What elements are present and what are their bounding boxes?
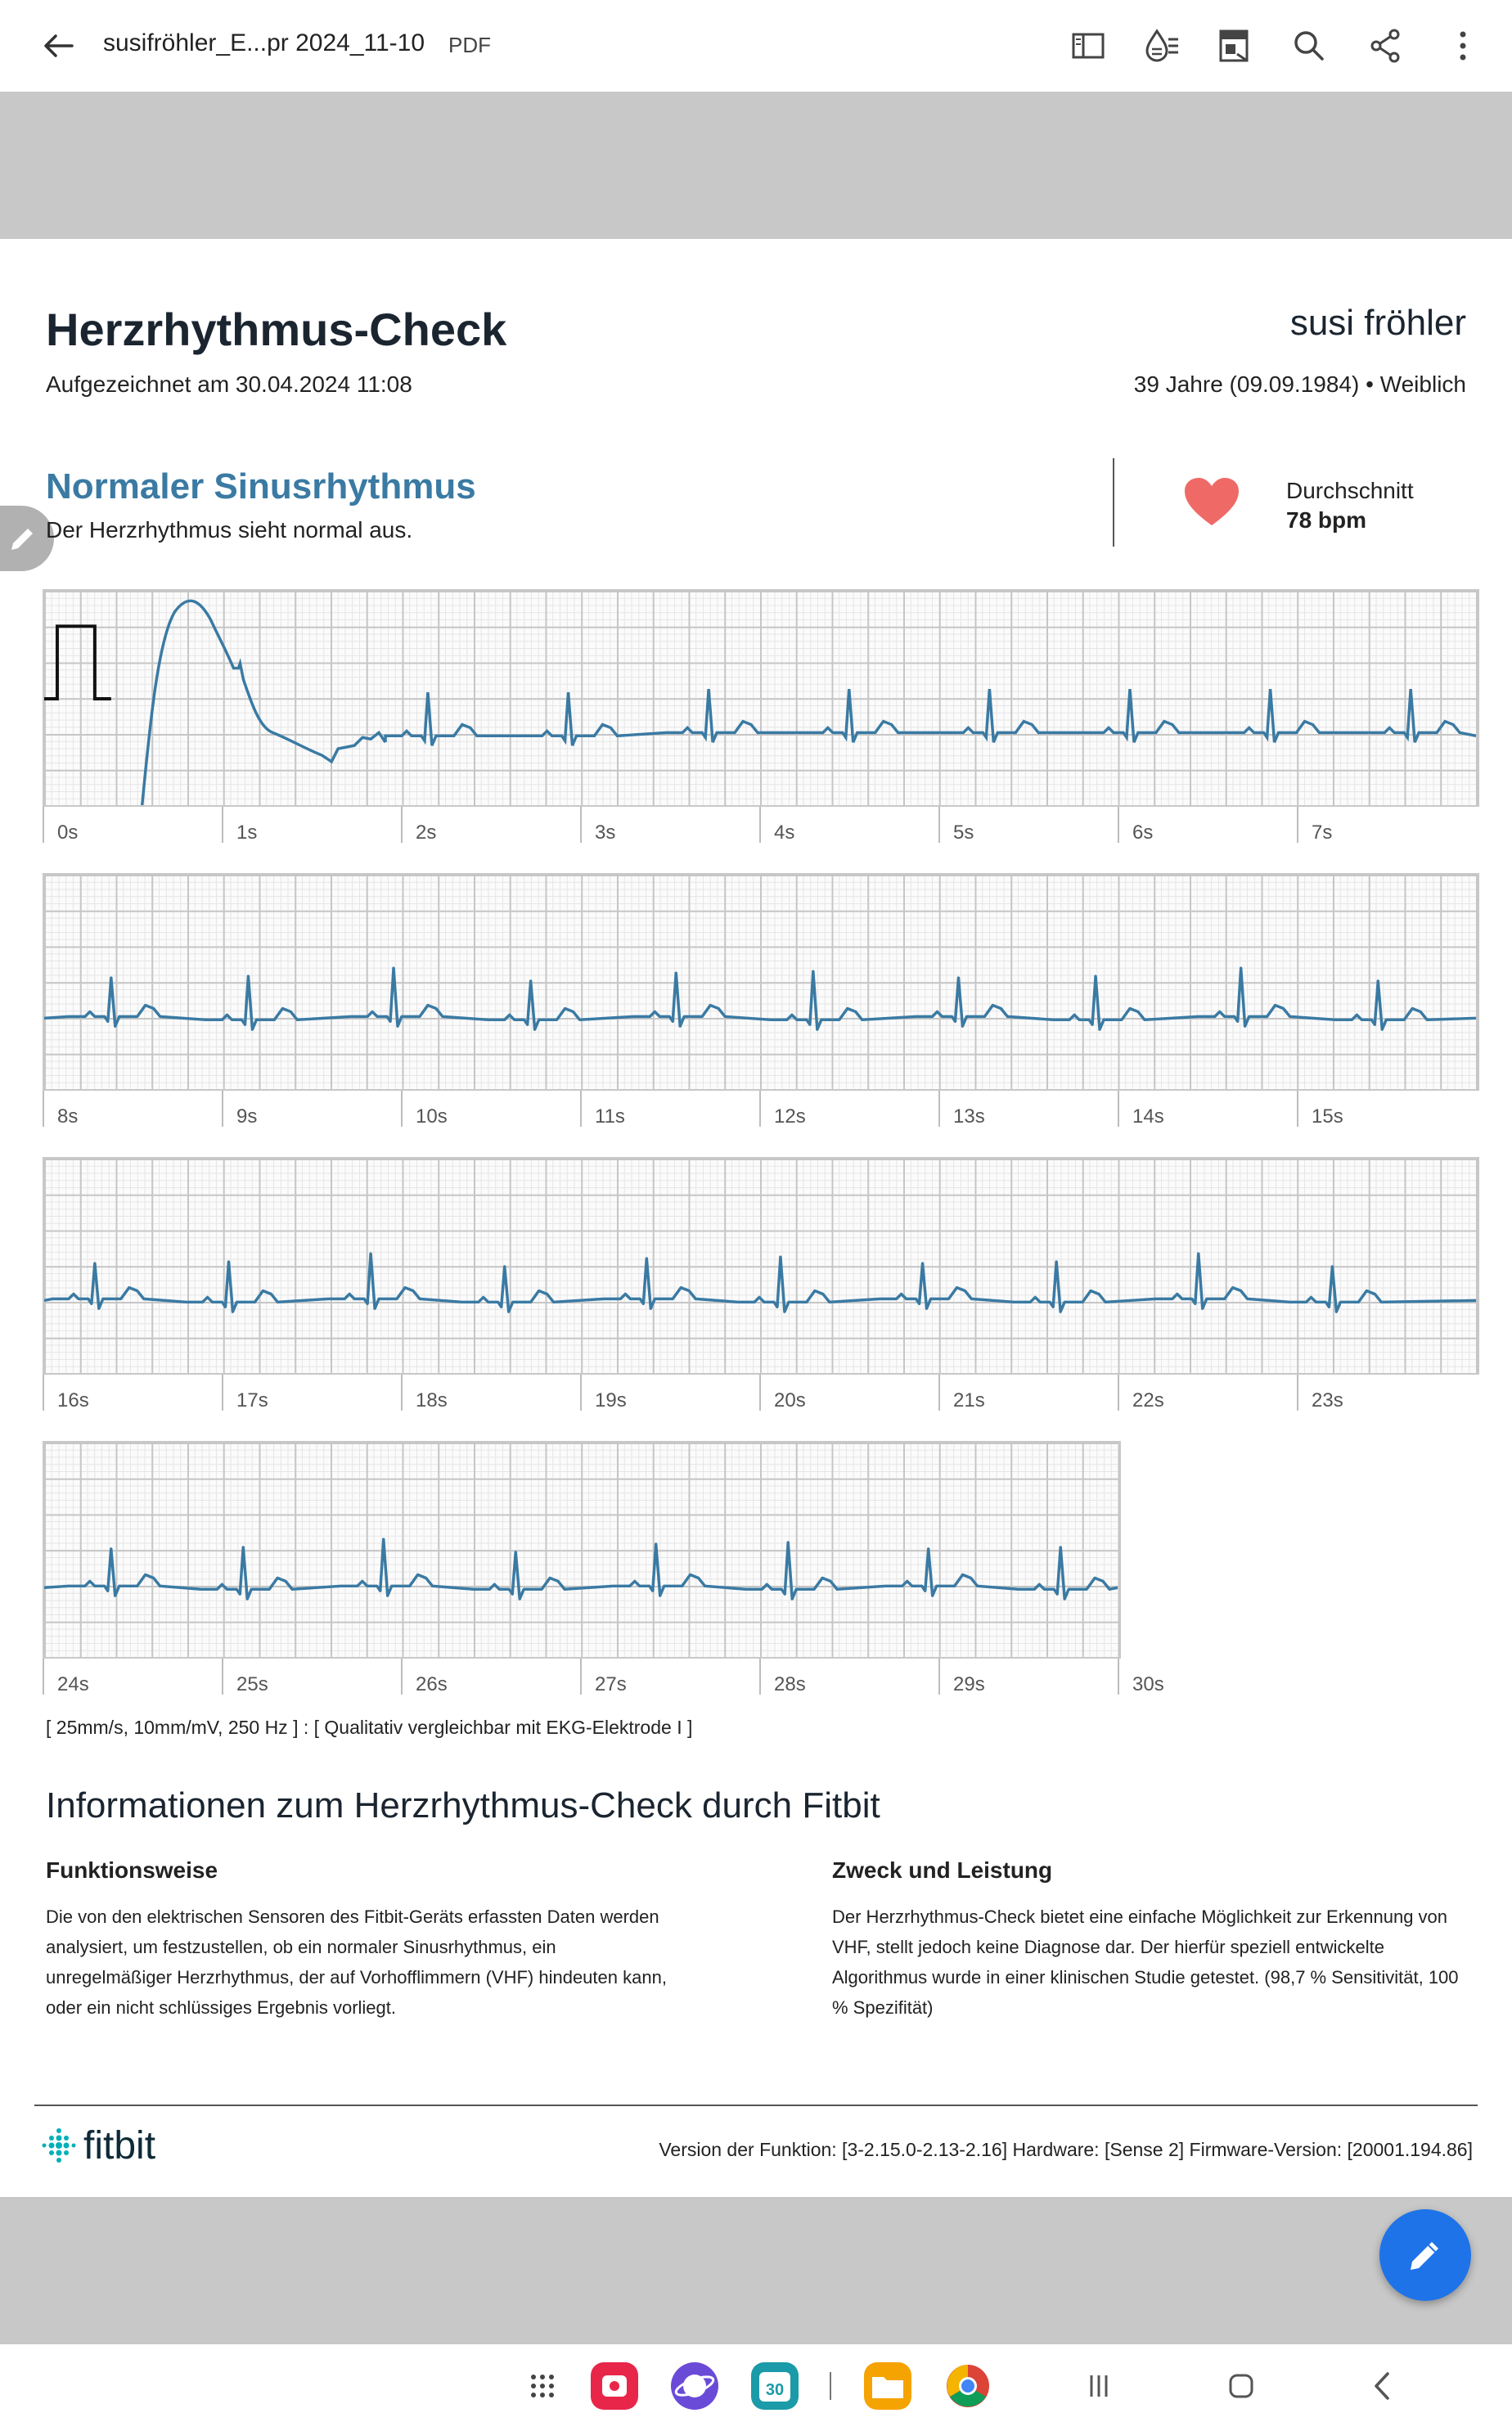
ecg-tick [222,1091,223,1127]
document-title: susifröhler_E...pr 2024_11-10 [103,29,425,56]
page-gap-bottom [0,2197,1512,2344]
ecg-tick-label: 3s [595,822,616,844]
info-col1-text: Die von den elektrischen Sensoren des Fitbit-Geräts erfassten Daten werden analysiert, um festzustellen, ob ein normaler Sinusrhythmus, ein unregelmäßiger Herzrhythmus, der auf Vorhofflimmern (VHF) hindeuten kann, oder ein nicht schlüssiges Ergebnis vorliegt. [46,1907,667,2018]
ecg-tick [938,1659,940,1695]
ecg-waveform [44,1254,1476,1312]
nav-separator [830,2372,831,2400]
ecg-settling-trace [142,601,385,805]
ecg-waveform [385,689,1476,745]
ecg-tick-label: 5s [953,822,974,844]
home-button[interactable] [1216,2361,1267,2411]
ecg-tick [222,807,223,843]
ecg-tick-label: 7s [1312,822,1333,844]
ecg-trace [44,591,1478,805]
back-button[interactable] [1358,2361,1409,2411]
footer-divider [34,2105,1478,2106]
ecg-scale-note: [ 25mm/s, 10mm/mV, 250 Hz ] : [ Qualitativ vergleichbar mit EKG-Elektrode I ] [46,1717,693,1738]
ecg-tick-label: 17s [236,1389,268,1411]
ecg-tick [1118,1091,1119,1127]
ecg-tick-label: 10s [416,1105,448,1128]
ecg-tick-label: 1s [236,822,258,844]
ecg-tick-label: 23s [1312,1389,1343,1411]
ecg-tick [401,1091,403,1127]
ecg-tick [1118,1659,1119,1695]
ecg-tick [580,1091,582,1127]
ecg-tick [401,1659,403,1695]
ecg-tick-label: 9s [236,1105,258,1128]
average-value: 78 bpm [1286,507,1367,533]
ecg-tick [222,1375,223,1411]
calendar-app-icon[interactable] [749,2361,800,2411]
ecg-tick [401,1375,403,1411]
ecg-tick-label: 28s [774,1673,806,1695]
recorded-date: Aufgezeichnet am 30.04.2024 11:08 [46,371,412,397]
ecg-tick [1297,807,1298,843]
ecg-tick-label: 12s [774,1105,806,1128]
ecg-tick [222,1659,223,1695]
ecg-tick-label: 29s [953,1673,985,1695]
info-col1-heading: Funktionsweise [46,1857,218,1883]
ecg-trace [44,875,1478,1089]
ecg-tick [759,1659,761,1695]
liquid-mode-icon[interactable] [1141,25,1183,67]
result-divider [1113,458,1114,547]
ecg-tick-label: 6s [1132,822,1154,844]
ecg-tick-label: 16s [57,1389,89,1411]
ecg-trace [44,1159,1478,1373]
fitbit-logo [41,2123,155,2168]
ecg-tick [759,1091,761,1127]
ecg-tick-label: 27s [595,1673,627,1695]
ecg-tick-label: 24s [57,1673,89,1695]
ecg-grid [43,873,1479,1091]
screen-recorder-app-icon[interactable] [589,2361,640,2411]
ecg-tick-label: 19s [595,1389,627,1411]
result-subtitle: Der Herzrhythmus sieht normal aus. [46,517,413,542]
ecg-tick-label: 20s [774,1389,806,1411]
ecg-waveform [44,968,1476,1029]
ecg-tick-label: 0s [57,822,79,844]
ecg-tick [1297,1375,1298,1411]
average-label: Durchschnitt [1286,478,1414,503]
ecg-tick-label: 25s [236,1673,268,1695]
file-type-label: PDF [448,33,491,57]
ecg-tick [1118,1375,1119,1411]
ecg-grid [43,589,1479,807]
patient-meta: 39 Jahre (09.09.1984) • Weiblich [1133,371,1466,397]
ecg-tick-label: 14s [1132,1105,1164,1128]
ecg-tick [43,1659,44,1695]
back-arrow-icon[interactable] [39,26,79,65]
ecg-trace [44,1443,1119,1657]
ecg-tick [759,807,761,843]
fitbit-wordmark: fitbit [83,2123,156,2168]
info-col2-heading: Zweck und Leistung [832,1857,1053,1883]
ecg-tick [580,807,582,843]
calibration-pulse [44,626,111,699]
ecg-tick-label: 30s [1132,1673,1164,1695]
ecg-tick-label: 11s [595,1105,625,1128]
ecg-tick-label: 15s [1312,1105,1343,1128]
browser-app-icon[interactable] [669,2361,720,2411]
ecg-time-axis [43,807,1479,843]
ecg-tick [580,1375,582,1411]
ecg-tick-label: 22s [1132,1389,1164,1411]
search-icon[interactable] [1288,25,1330,67]
info-col2-text: Der Herzrhythmus-Check bietet eine einfache Möglichkeit zur Erkennung von VHF, stellt jedoch keine Diagnose dar. Der hierfür speziell entwickelte Algorithmus wurde in einer klinischen Studie getestet. (98,7 % Sensitivität, 100 % Spezifität) [832,1907,1459,2018]
ecg-tick [938,1091,940,1127]
ecg-time-axis [43,1659,1479,1695]
recent-apps-button[interactable] [1073,2361,1124,2411]
ecg-tick [43,1091,44,1127]
ecg-time-axis [43,1091,1479,1127]
system-nav-bar [0,2344,1512,2422]
ecg-tick [1297,1091,1298,1127]
ecg-grid [43,1441,1121,1659]
ecg-tick-label: 2s [416,822,437,844]
ecg-tick [938,1375,940,1411]
ecg-tick [759,1375,761,1411]
patient-name: susi fröhler [1289,303,1466,343]
pdf-page [0,239,1512,2197]
app-drawer-icon[interactable] [517,2361,568,2411]
version-info: Version der Funktion: [3-2.15.0-2.13-2.16] Hardware: [Sense 2] Firmware-Version: [20001.194.86] [659,2139,1473,2160]
ecg-grid [43,1157,1479,1375]
sidebar-toggle-icon[interactable] [1067,25,1109,67]
ecg-tick-label: 26s [416,1673,448,1695]
ecg-tick-label: 4s [774,822,795,844]
ecg-tick-label: 18s [416,1389,448,1411]
heart-icon [1183,476,1240,529]
ecg-tick-label: 13s [953,1105,985,1128]
ecg-time-axis [43,1375,1479,1411]
ecg-tick-label: 8s [57,1105,79,1128]
ecg-waveform [44,1539,1118,1599]
document-tools-icon[interactable] [1213,25,1255,67]
edit-fab-button[interactable] [1379,2209,1471,2301]
more-options-icon[interactable] [1442,25,1484,67]
calendar-day: 30 [765,2381,785,2399]
ecg-tick [1118,807,1119,843]
files-app-icon[interactable] [862,2361,913,2411]
fitbit-dots-icon [41,2127,77,2163]
ecg-tick [43,807,44,843]
page-gap-top [0,92,1512,239]
share-icon[interactable] [1365,25,1407,67]
ecg-tick [401,807,403,843]
ecg-tick [43,1375,44,1411]
ecg-tick [938,807,940,843]
report-title: Herzrhythmus-Check [46,304,507,355]
pencil-icon [1404,2234,1447,2276]
ecg-tick [580,1659,582,1695]
info-title: Informationen zum Herzrhythmus-Check durch Fitbit [46,1785,880,1826]
app-bar [0,0,1512,92]
pencil-icon [5,520,41,556]
chrome-app-icon[interactable] [943,2361,993,2411]
result-title: Normaler Sinusrhythmus [46,466,476,506]
ecg-tick-label: 21s [953,1389,985,1411]
